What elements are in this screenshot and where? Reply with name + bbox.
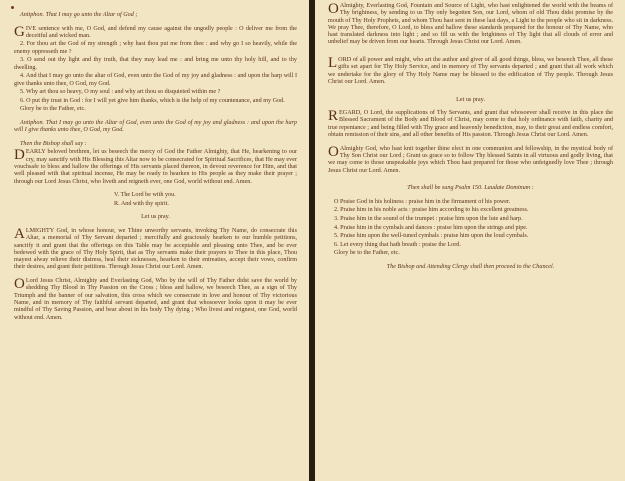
versicle: V. The Lord be with you. — [114, 192, 176, 199]
let-us-pray-right: Let us pray. — [456, 96, 485, 103]
let-us-pray-left: Let us pray. — [141, 214, 170, 221]
prayer-almighty-god-elect: O Almighty God, who hast knit together thine elect in one communion and fellowship, in the mystical body of Thy Son Christ our Lord ; Grant us grace so to follow Thy blessed Saints in all virtuous and godly living, that we may come to those unspeakable joys which Thou hast prepared for those who unfeignedly love Thee ; through Jesus Christ our Lord. Amen. — [328, 143, 613, 174]
drop-cap-o: O — [14, 276, 25, 293]
psalm-150-verse-2: 2. Praise him in his noble acts : praise him according to his excellent greatness. — [334, 207, 529, 214]
psalm-150-verse-6: 6. Let every thing that hath breath : praise the Lord. — [334, 241, 461, 248]
psalm-43-verse-3: 3. O send out thy light and thy truth, that they may lead me : and bring me unto thy holy hill, and to thy dwelling. — [14, 57, 297, 71]
drop-cap-o: O — [328, 1, 339, 17]
drop-cap-d: D — [14, 147, 25, 164]
right-page — [315, 0, 625, 481]
psalm-150-verse-3: 3. Praise him in the sound of the trumpet : praise him upon the lute and harp. — [334, 215, 523, 222]
psalm-150-verse-4: 4. Praise him in the cymbals and dances : praise him upon the strings and pipe. — [334, 224, 528, 231]
antiphon-1: Antiphon. That I may go unto the Altar of God ; — [20, 12, 138, 18]
response: R. And with thy spirit. — [114, 200, 169, 207]
prayer-almighty-god: ALMIGHTY God, in whose honour, we Thine unworthy servants, invoking Thy Name, do consecrate this Altar, a memorial of Thy Servant departed ; mercifully and graciously hearken to our humble petitions, sanctify it and grant that the offerings on this Table may be acceptable and pleasing unto Thee, and be ever bedewed with the grace of Thy Holy Spirit, that as Thy servants make their prayers to Thee in this place, Thou mayest alway relieve their distress, heal their sicknesses, hearken to their entreaties, accept their vows, confirm their desires, and grant their petitions. Through Jesus Christ our Lord. Amen. — [14, 225, 297, 271]
left-page — [0, 0, 309, 481]
psalm-43-verse-4: 4. And that I may go unto the altar of God, even unto the God of my joy and gladness : and upon the harp will I give thanks unto thee, O God, my God. — [14, 73, 297, 87]
psalm-43-verse-5: 5. Why art thou so heavy, O my soul : and why art thou so disquieted within me ? — [20, 89, 221, 96]
rubric-proceed-chancel: The Bishop and Attending Clergy shall then proceed to the Chancel. — [386, 263, 555, 270]
rubric-bishop-say: Then the Bishop shall say : — [20, 140, 87, 147]
drop-cap-l: L — [328, 55, 338, 72]
psalm-150-verse-5: 5. Praise him upon the well-tuned cymbals : praise him upon the loud cymbals. — [334, 233, 529, 240]
prayer-lord-jesus-christ: O Lord Jesus Christ, Almighty and Everlasting God, Who by the will of Thy Father didst save the world by shedding Thy Blood in Thy Passion on the Cross ; bless and hallow, we beseech Thee, as a sign of Thy Triumph and the banner of our salvation, this cross which we consecrate in love and honour of Thy victorious Name, and in memory of Thy faithful servant departed, and grant that whosoever looks upon it may be ever mindful of Thy Saving Passion, and bear about in his body Thy dying ; Who livest and reignest, one God, world without end. Amen. — [14, 276, 297, 321]
gloria-patri-right: Glory be to the Father, etc. — [334, 250, 400, 257]
prayer-lord-of-all-power: LORD of all power and might, who art the author and giver of all good things, bless, we beseech Thee, all these gifts set apart for Thy Holy Service, and in memory of Thy servants departed ; and grant that all work which we undertake for the glory of Thy Holy Name may be blessed to the edification of Thy people. Through Jesus Christ our Lord. Amen. — [328, 55, 613, 85]
antiphon-2: Antiphon. That I may go unto the Altar of God, even unto the God of my joy and gladness : and upon the harp will I give thanks unto thee, O God, my God. — [14, 119, 297, 134]
prayer-regard-o-lord: REGARD, O Lord, the supplications of Thy Servants, and grant that whosoever shall receive in this place the Blessed Sacrament of the Body and Blood of Christ, may come to that holy ordinance with faith, charity and true repentance ; and being filled with Thy grace and heavenly benediction, may, to their great and endless comfort, obtain remission of their sins, and all other benefits of His passion. Through Jesus Christ our Lord. Amen. — [328, 108, 613, 139]
psalm-43-verse-1: GIVE sentence with me, O God, and defend my cause against the ungodly people : O deliver me from the deceitful and wicked man. — [14, 23, 297, 40]
psalm-43-verse-6: 6. O put thy trust in God : for I will yet give him thanks, which is the help of my countenance, and my God. — [20, 97, 285, 104]
drop-cap-r: R — [328, 108, 339, 125]
prayer-dearly-beloved: DEARLY beloved brethren, let us beseech the mercy of God the Father Almighty, that He, hearkening to our cry, may sanctify with His Blessing this Altar now to be consecrated for Spiritual Sacrifices, that He may ever vouchsafe to bless and hallow the offerings of His servants placed thereon, in devout reverence for Him, and that well pleased with that spiritual incense, He may be ready to hearken to His people as they make their prayer ; through our Lord Jesus Christ, who liveth and reigneth ever, one God, world without end. Amen. — [14, 147, 297, 185]
gloria-patri: Glory be to the Father, etc. — [20, 106, 86, 113]
drop-cap-a: A — [14, 225, 25, 242]
page-mark-dot — [11, 6, 14, 9]
prayer-fountain-of-light: O Almighty, Everlasting God, Fountain and Source of Light, who hast enlightened the world with the beams of Thy brightness, by sending to us Thy only begotten Son, our Lord, whom of old Thou didst promise by the mouth of Thy Holy Prophets, and whom Thou hast sent in these last days, a Light to the people who sit in darkness. We pray Thee, therefore, O Lord, to bless and hallow these standards prepared for the honour of Thy Name, who hast translated darkness into light ; and so fill us with the brightness of Thy light that all clouds of error and unbelief may be driven from our hearts. Through Jesus Christ our Lord. Amen. — [328, 1, 613, 46]
drop-cap-g: G — [14, 23, 25, 40]
drop-cap-o: O — [328, 143, 339, 160]
psalm-150-verse-1: O Praise God in his holiness : praise him in the firmament of his power. — [334, 198, 511, 205]
psalm-43-verse-2: 2. For thou art the God of my strength ; why hast thou put me from thee : and why go I so heavily, while the enemy oppresseth me ? — [14, 41, 297, 55]
rubric-psalm-150: Then shall be sung Psalm 150. Laudate Dominum : — [407, 185, 534, 192]
